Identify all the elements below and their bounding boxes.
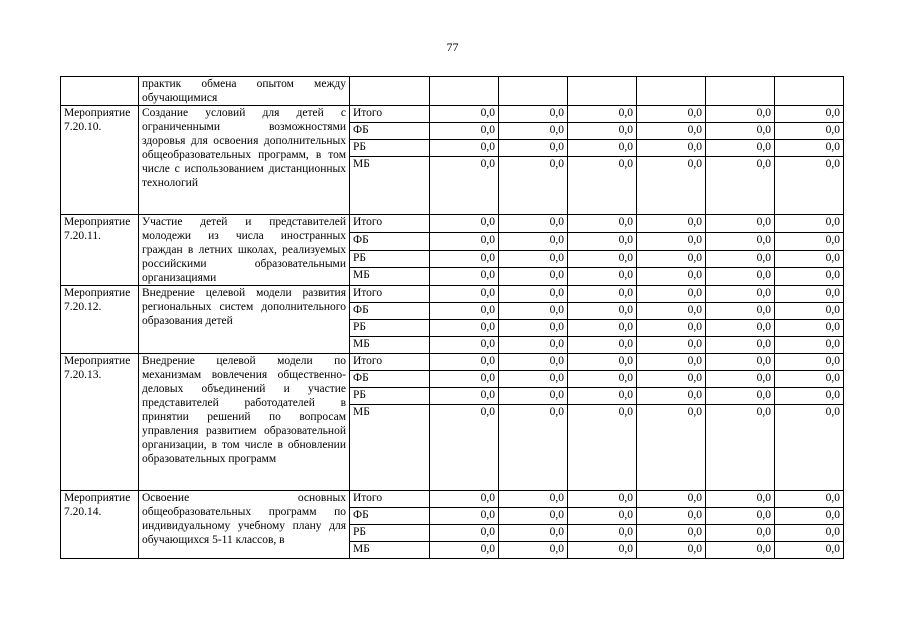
value-cell: 0,0	[499, 303, 568, 320]
value-cell: 0,0	[706, 303, 775, 320]
value-cell: 0,0	[706, 525, 775, 542]
value-cell: 0,0	[499, 250, 568, 268]
value-cell: 0,0	[499, 337, 568, 354]
value-cell: 0,0	[568, 354, 637, 371]
value-cell: 0,0	[430, 542, 499, 559]
value-cell: 0,0	[499, 388, 568, 405]
value-cell: 0,0	[568, 215, 637, 233]
value-cell: 0,0	[706, 140, 775, 157]
value-cell: 0,0	[775, 371, 844, 388]
value-cell: 0,0	[430, 405, 499, 491]
value-cell: 0,0	[706, 286, 775, 303]
value-cell: 0,0	[706, 354, 775, 371]
funding-source: РБ	[350, 140, 430, 157]
funding-source: РБ	[350, 320, 430, 337]
funding-source: Итого	[350, 354, 430, 371]
value-cell: 0,0	[568, 157, 637, 215]
value-cell: 0,0	[499, 232, 568, 250]
value-cell: 0,0	[430, 388, 499, 405]
measure-description: Создание условий для детей с ограниченными возможностями здоровья для освоения дополнительных общеобразовательных программ, в том числе с использованием дистанционных технологий	[139, 106, 350, 215]
value-cell: 0,0	[637, 508, 706, 525]
value-cell: 0,0	[637, 542, 706, 559]
value-cell	[499, 77, 568, 106]
funding-source: МБ	[350, 542, 430, 559]
value-cell	[775, 77, 844, 106]
value-cell: 0,0	[637, 157, 706, 215]
value-cell: 0,0	[568, 250, 637, 268]
value-cell: 0,0	[637, 286, 706, 303]
value-cell: 0,0	[637, 250, 706, 268]
value-cell: 0,0	[568, 508, 637, 525]
value-cell: 0,0	[430, 123, 499, 140]
measure-description: Участие детей и представителей молодежи из числа иностранных граждан в летних школах, реализуемых российскими образовательными организациями	[139, 215, 350, 286]
value-cell: 0,0	[775, 508, 844, 525]
funding-source: Итого	[350, 215, 430, 233]
value-cell: 0,0	[430, 286, 499, 303]
value-cell: 0,0	[706, 250, 775, 268]
value-cell: 0,0	[499, 286, 568, 303]
value-cell: 0,0	[430, 491, 499, 508]
measure-code: Мероприятие 7.20.13.	[61, 354, 139, 491]
table-row	[61, 106, 844, 123]
value-cell: 0,0	[775, 354, 844, 371]
value-cell: 0,0	[499, 123, 568, 140]
value-cell: 0,0	[637, 354, 706, 371]
value-cell: 0,0	[775, 286, 844, 303]
table-row	[61, 286, 844, 303]
value-cell: 0,0	[568, 371, 637, 388]
value-cell: 0,0	[775, 232, 844, 250]
value-cell: 0,0	[637, 215, 706, 233]
value-cell: 0,0	[430, 140, 499, 157]
value-cell: 0,0	[775, 215, 844, 233]
value-cell: 0,0	[430, 525, 499, 542]
value-cell: 0,0	[568, 320, 637, 337]
value-cell: 0,0	[775, 388, 844, 405]
value-cell: 0,0	[430, 303, 499, 320]
value-cell: 0,0	[706, 337, 775, 354]
funding-source: МБ	[350, 337, 430, 354]
value-cell: 0,0	[568, 286, 637, 303]
measure-code: Мероприятие 7.20.10.	[61, 106, 139, 215]
funding-source: ФБ	[350, 232, 430, 250]
value-cell: 0,0	[775, 157, 844, 215]
page-number: 77	[446, 40, 459, 54]
funding-source: ФБ	[350, 123, 430, 140]
funding-source: РБ	[350, 250, 430, 268]
value-cell: 0,0	[499, 508, 568, 525]
measure-code: Мероприятие 7.20.14.	[61, 491, 139, 559]
source-cell	[350, 77, 430, 106]
measure-code: Мероприятие 7.20.12.	[61, 286, 139, 354]
value-cell: 0,0	[637, 388, 706, 405]
value-cell: 0,0	[706, 123, 775, 140]
value-cell: 0,0	[637, 303, 706, 320]
value-cell: 0,0	[637, 525, 706, 542]
table-row	[61, 491, 844, 508]
funding-source: Итого	[350, 106, 430, 123]
value-cell	[430, 77, 499, 106]
value-cell: 0,0	[706, 388, 775, 405]
value-cell: 0,0	[430, 250, 499, 268]
funding-source: Итого	[350, 491, 430, 508]
value-cell: 0,0	[706, 232, 775, 250]
value-cell: 0,0	[706, 491, 775, 508]
value-cell: 0,0	[775, 268, 844, 286]
value-cell: 0,0	[499, 405, 568, 491]
value-cell: 0,0	[568, 140, 637, 157]
value-cell: 0,0	[775, 491, 844, 508]
value-cell: 0,0	[637, 320, 706, 337]
value-cell	[568, 77, 637, 106]
value-cell: 0,0	[775, 106, 844, 123]
value-cell: 0,0	[706, 157, 775, 215]
value-cell: 0,0	[637, 140, 706, 157]
value-cell: 0,0	[775, 303, 844, 320]
value-cell: 0,0	[568, 337, 637, 354]
value-cell: 0,0	[499, 525, 568, 542]
funding-source: ФБ	[350, 508, 430, 525]
value-cell: 0,0	[637, 268, 706, 286]
measure-description: Освоение основных общеобразовательных программ по индивидуальному учебному плану для обучающихся 5-11 классов, в	[139, 491, 350, 559]
measure-description: Внедрение целевой модели развития региональных систем дополнительного образования детей	[139, 286, 350, 354]
code-cell	[61, 77, 139, 106]
value-cell: 0,0	[568, 232, 637, 250]
measure-code: Мероприятие 7.20.11.	[61, 215, 139, 286]
value-cell: 0,0	[568, 123, 637, 140]
value-cell: 0,0	[430, 232, 499, 250]
continuation-row	[61, 77, 844, 106]
value-cell: 0,0	[706, 320, 775, 337]
funding-source: МБ	[350, 405, 430, 491]
value-cell: 0,0	[706, 268, 775, 286]
value-cell	[637, 77, 706, 106]
funding-source: ФБ	[350, 303, 430, 320]
value-cell: 0,0	[499, 354, 568, 371]
value-cell: 0,0	[430, 268, 499, 286]
value-cell: 0,0	[568, 405, 637, 491]
measure-description: Внедрение целевой модели по механизмам вовлечения общественно-деловых объединений и участие представителей работодателей в принятии решений по вопросам управления развитием образовательной организации, в том числе в обновлении образовательных программ	[139, 354, 350, 491]
value-cell: 0,0	[430, 157, 499, 215]
value-cell: 0,0	[499, 140, 568, 157]
value-cell: 0,0	[499, 268, 568, 286]
value-cell: 0,0	[499, 491, 568, 508]
value-cell	[706, 77, 775, 106]
value-cell: 0,0	[499, 320, 568, 337]
value-cell: 0,0	[568, 268, 637, 286]
funding-source: РБ	[350, 525, 430, 542]
value-cell: 0,0	[637, 337, 706, 354]
value-cell: 0,0	[499, 371, 568, 388]
value-cell: 0,0	[637, 371, 706, 388]
value-cell: 0,0	[706, 508, 775, 525]
funding-table	[60, 76, 844, 559]
value-cell: 0,0	[775, 140, 844, 157]
funding-source: Итого	[350, 286, 430, 303]
funding-source: РБ	[350, 388, 430, 405]
value-cell: 0,0	[499, 215, 568, 233]
value-cell: 0,0	[637, 123, 706, 140]
table-row	[61, 215, 844, 233]
value-cell: 0,0	[499, 157, 568, 215]
value-cell: 0,0	[775, 123, 844, 140]
value-cell: 0,0	[637, 491, 706, 508]
value-cell: 0,0	[706, 215, 775, 233]
value-cell: 0,0	[430, 371, 499, 388]
funding-source: ФБ	[350, 371, 430, 388]
value-cell: 0,0	[568, 303, 637, 320]
value-cell: 0,0	[706, 405, 775, 491]
funding-source: МБ	[350, 268, 430, 286]
description-cell: практик обмена опытом между обучающимися	[139, 77, 350, 106]
value-cell: 0,0	[568, 106, 637, 123]
funding-source: МБ	[350, 157, 430, 215]
value-cell: 0,0	[568, 491, 637, 508]
value-cell: 0,0	[499, 542, 568, 559]
value-cell: 0,0	[637, 232, 706, 250]
value-cell: 0,0	[775, 320, 844, 337]
value-cell: 0,0	[430, 337, 499, 354]
value-cell: 0,0	[775, 250, 844, 268]
value-cell: 0,0	[775, 337, 844, 354]
value-cell: 0,0	[637, 405, 706, 491]
value-cell: 0,0	[499, 106, 568, 123]
value-cell: 0,0	[430, 354, 499, 371]
value-cell: 0,0	[430, 320, 499, 337]
value-cell: 0,0	[775, 542, 844, 559]
value-cell: 0,0	[430, 508, 499, 525]
value-cell: 0,0	[706, 371, 775, 388]
value-cell: 0,0	[706, 106, 775, 123]
value-cell: 0,0	[568, 525, 637, 542]
value-cell: 0,0	[775, 405, 844, 491]
value-cell: 0,0	[430, 215, 499, 233]
value-cell: 0,0	[775, 525, 844, 542]
value-cell: 0,0	[706, 542, 775, 559]
table-row	[61, 354, 844, 371]
value-cell: 0,0	[568, 542, 637, 559]
value-cell: 0,0	[637, 106, 706, 123]
value-cell: 0,0	[568, 388, 637, 405]
value-cell: 0,0	[430, 106, 499, 123]
